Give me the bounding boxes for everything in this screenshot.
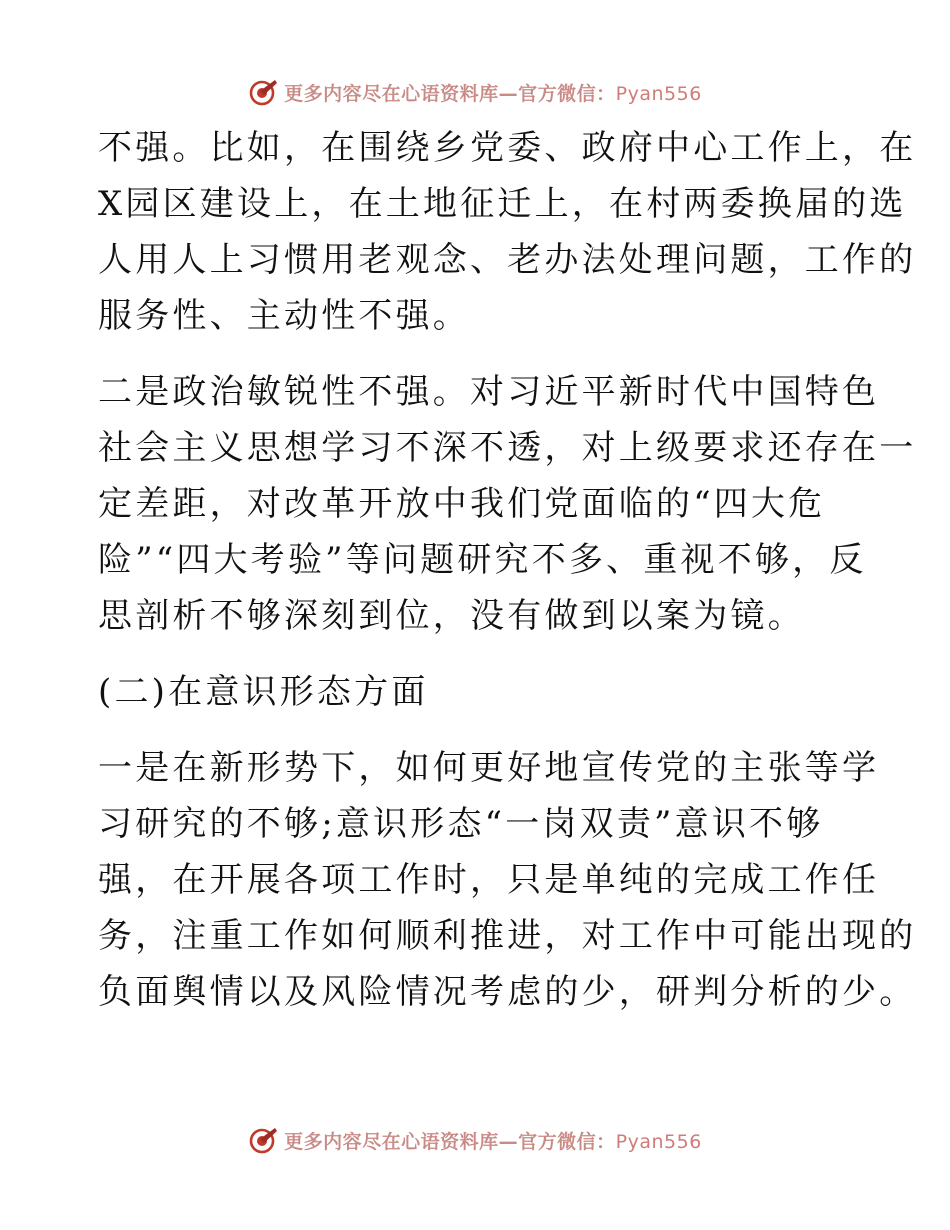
pen-nib-logo-icon [248, 1125, 278, 1155]
text-line: 不强。比如，在围绕乡党委、政府中心工作上，在 [98, 128, 917, 168]
footer-banner-text: 更多内容尽在心语资料库—官方微信：Pyan556 [284, 1130, 702, 1153]
text-line: 服务性、主动性不强。 [98, 296, 470, 336]
paragraph-3 [98, 740, 917, 1020]
text-line: 社会主义思想学习不深不透，对上级要求还存在一 [98, 428, 917, 468]
text-line: X园区建设上，在土地征迁上，在村两委换届的选 [98, 184, 907, 224]
section-heading: (二)在意识形态方面 [98, 672, 429, 712]
pen-nib-logo-icon [248, 77, 278, 107]
text-line: 负面舆情以及风险情况考虑的少，研判分析的少。 [98, 972, 917, 1012]
text-line: 思剖析不够深刻到位，没有做到以案为镜。 [98, 596, 805, 636]
text-line: 务，注重工作如何顺利推进，对工作中可能出现的 [98, 916, 917, 956]
header-banner-text: 更多内容尽在心语资料库—官方微信：Pyan556 [284, 82, 702, 105]
footer-banner-handle: Pyan556 [615, 1130, 702, 1153]
footer-banner [0, 1120, 950, 1160]
header-banner-handle: Pyan556 [615, 82, 702, 105]
text-line: 二是政治敏锐性不强。对习近平新时代中国特色 [98, 372, 880, 412]
text-line: 习研究的不够;意识形态“一岗双责”意识不够 [98, 804, 824, 844]
header-banner [0, 72, 950, 112]
text-line: 人用人上习惯用老观念、老办法处理问题，工作的 [98, 240, 917, 280]
text-line: 强，在开展各项工作时，只是单纯的完成工作任 [98, 860, 880, 900]
paragraph-1 [98, 120, 917, 344]
document-body [98, 120, 917, 1020]
text-line: 险”“四大考验”等问题研究不多、重视不够，反 [98, 540, 867, 580]
text-line: 一是在新形势下，如何更好地宣传党的主张等学 [98, 748, 880, 788]
paragraph-2 [98, 364, 917, 644]
text-line: 定差距，对改革开放中我们党面临的“四大危 [98, 484, 826, 524]
